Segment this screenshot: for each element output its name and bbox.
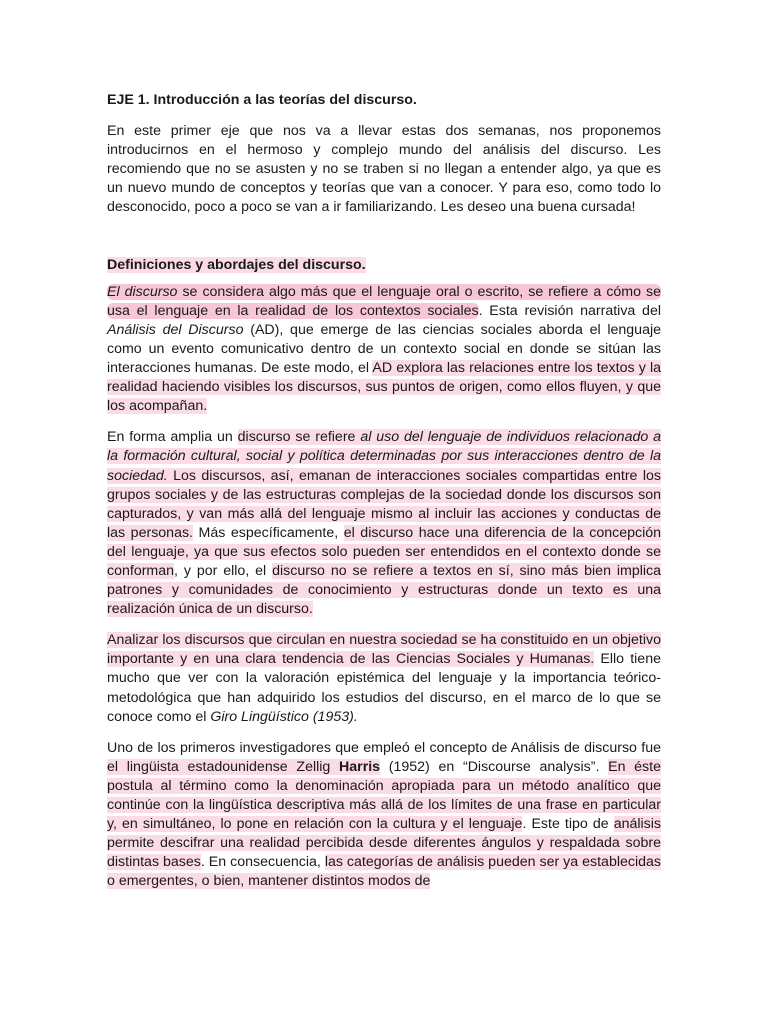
p3-text-2: Ello tiene mucho que ver con la valoración epistémica del lenguaje y la importancia teórico-metodológica que han adquirido los estudios del discurso, en el marco de lo que se conoce como el — [107, 651, 661, 725]
p2-highlight-3: al uso del lenguaje de individuos relacionado a la formación cultural, social y política determinadas por sus interacciones dentro de la sociedad. — [107, 429, 661, 484]
p3-highlight-1: Analizar los discursos que circulan en nuestra sociedad se ha constituido en un objetivo importante y en una clara tendencia de las Ciencias Sociales y Humanas. — [107, 632, 661, 668]
p2-highlight-4: Los discursos, así, emanan de interacciones sociales compartidas entre los grupos sociales y de las estructuras complejas de la sociedad donde los discursos son capturados, y van más allá del lenguaje mismo al incluir las acciones y conductas de las personas. — [107, 467, 661, 541]
p4-text-4: (1952) en “Discourse analysis”. — [380, 758, 609, 775]
paragraph-analysis-trend — [107, 631, 661, 726]
p2-highlight-6: el discurso hace una diferencia de la concepción del lenguaje, ya que sus efectos solo pueden ser entendidos en el contexto donde se conforman — [107, 524, 661, 579]
paragraph-definition — [107, 283, 661, 417]
page-heading: EJE 1. Introducción a las teorías del discurso. — [107, 92, 417, 108]
section-title-text: Definiciones y abordajes del discurso. — [107, 256, 366, 273]
term-analisis-del-discurso: Análisis del Discurso — [107, 321, 244, 338]
p1-text-5: (AD), que emerge de las ciencias sociales aborda el lenguaje como un evento comunicativo dentro de un contexto social en donde se sitúan las interacciones humanas. De este modo, el — [107, 321, 662, 377]
p1-text-3: . Esta revisión narrativa del — [478, 302, 661, 319]
p4-text-7: . Este tipo de — [522, 816, 614, 833]
p4-text-1: Uno de los primeros investigadores que empleó el concepto de Análisis de discurso fue — [107, 739, 661, 756]
p1-text-2: se considera algo más que el lenguaje oral o escrito, se refiere a cómo se usa el lenguaje en la realidad de los contextos sociales — [107, 283, 662, 319]
p4-highlight-6: lo pone en relación con la cultura y el lenguaje — [220, 816, 523, 833]
p4-highlight-10: las categorías de análisis pueden ser ya establecidas o emergentes, o bien, mantener distintos modos de — [107, 854, 661, 890]
term-el-discurso: El discurso — [107, 283, 178, 300]
intro-paragraph: En este primer eje que nos va a llevar estas dos semanas, nos proponemos introducirnos en el hermoso y complejo mundo del análisis del discurso. Les recomiendo que no se asusten y no se traben si no llegan a entender algo, ya que es un nuevo mundo de conceptos y teorías que van a conocer. Y para eso, como todo lo desconocido, poco a poco se van a ir familiarizando. Les deseo una buena cursada! — [107, 123, 661, 216]
p2-text-1: En forma amplia un — [107, 429, 238, 446]
p2-text-7: , y por ello, el — [174, 562, 273, 579]
term-harris: Harris — [339, 758, 381, 775]
p4-highlight-8: análisis permite descifrar una realidad percibida desde diferentes ángulos y respaldada sobre distintas bases — [107, 816, 662, 871]
p4-highlight-5: En éste postula al término como la denominación apropiada para un método analítico que continúe con la lingüística descriptiva más allá de los límites de una frase en particular y, en simultáneo, — [107, 758, 661, 833]
p2-highlight-8: discurso no se refiere a textos en sí, sino más bien implica patrones y comunidades de conocimiento y estructuras donde un texto es una realización única de un discurso. — [107, 562, 661, 618]
p4-text-9: . En consecuencia, — [200, 854, 325, 871]
p2-text-5: Más específicamente, — [193, 524, 344, 541]
document-body — [107, 91, 661, 903]
term-giro-linguistico: Giro Lingüístico (1953). — [210, 708, 358, 725]
paragraph-harris — [107, 739, 661, 892]
p2-highlight-2: discurso se refiere — [237, 429, 361, 446]
p1-highlight-6: AD explora las relaciones entre los textos y la realidad haciendo visibles los discursos, sus puntos de origen, como ellos fluyen, y que los acompañan. — [107, 360, 661, 415]
section-title — [107, 256, 661, 275]
p4-highlight-2: el lingüista estadounidense Zellig — [107, 758, 340, 775]
paragraph-broad-definition — [107, 428, 661, 619]
